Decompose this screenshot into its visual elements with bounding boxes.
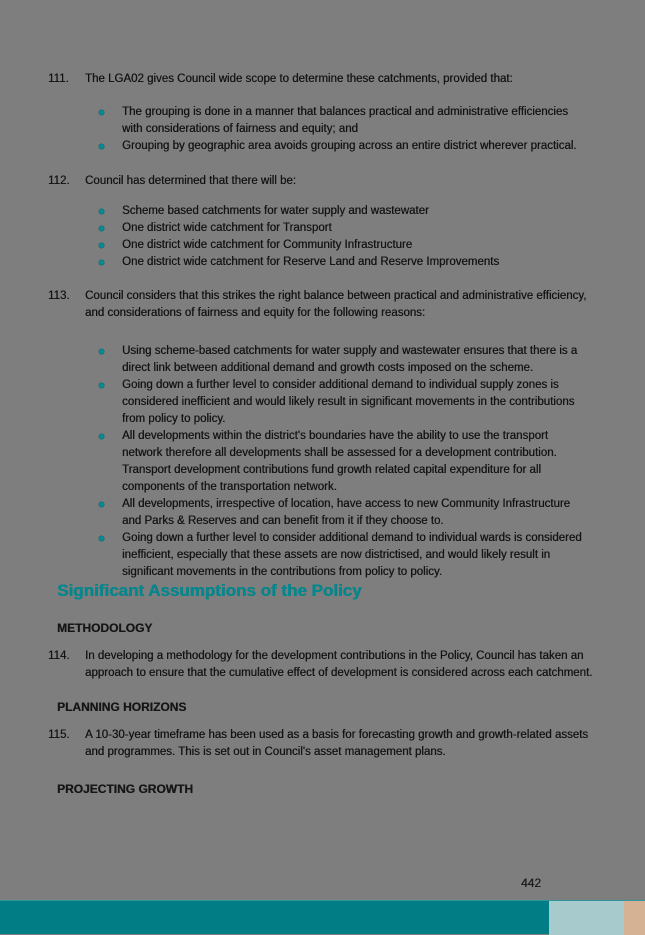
bullet-text: Going down a further level to consider additional demand to individual supply zones is considered inefficient and would likely result in significant movements in the contributions from policy to policy. — [122, 379, 575, 425]
page-content — [0, 71, 645, 797]
list-item — [97, 343, 592, 377]
bullet-text: One district wide catchment for Transport — [122, 222, 332, 234]
page-number: 442 — [520, 876, 542, 890]
list-item — [97, 237, 592, 254]
bullet-list-111 — [97, 104, 592, 155]
paragraph-115 — [48, 727, 645, 761]
bullet-text: One district wide catchment for Reserve Land and Reserve Improvements — [122, 256, 500, 268]
footer-band — [0, 900, 645, 934]
subheading-methodology: METHODOLOGY — [57, 621, 153, 635]
bullet-text: Scheme based catchments for water supply and wastewater — [122, 205, 429, 217]
paragraph-112 — [48, 173, 645, 190]
bullet-icon — [99, 536, 104, 541]
subheading-planning-horizons: PLANNING HORIZONS — [57, 700, 187, 714]
bullet-icon — [99, 243, 104, 248]
subheading-projecting-growth: PROJECTING GROWTH — [57, 782, 194, 796]
paragraph-text: The LGA02 gives Council wide scope to determine these catchments, provided that: — [85, 73, 513, 85]
bullet-icon — [99, 226, 104, 231]
footer-tan-block — [624, 901, 645, 935]
list-item — [97, 377, 592, 428]
list-item — [97, 428, 592, 496]
bullet-text: Using scheme-based catchments for water supply and wastewater ensures that there is a direct link between additional demand and growth costs imposed on the scheme. — [122, 345, 578, 374]
paragraph-111 — [48, 71, 645, 88]
bullet-icon — [99, 260, 104, 265]
section-heading: Significant Assumptions of the Policy — [57, 581, 362, 600]
list-item — [97, 530, 592, 581]
bullet-icon — [99, 349, 104, 354]
paragraph-text: Council considers that this strikes the right balance between practical and administrative efficiency, and considerations of fairness and equity for the following reasons: — [85, 290, 587, 319]
paragraph-text: In developing a methodology for the development contributions in the Policy, Council has taken an approach to ensure that the cumulative effect of development is considered across each catchment. — [85, 650, 593, 679]
paragraph-number: 111. — [48, 73, 69, 85]
bullet-icon — [99, 502, 104, 507]
paragraph-number: 113. — [48, 290, 70, 302]
footer-light-teal-block — [549, 901, 624, 935]
list-item — [97, 203, 592, 220]
bullet-text: All developments within the district's boundaries have the ability to use the transport network therefore all developments shall be assessed for a development contribution. Transport development contributions fund growth related capital expenditure for all components of the transportation network. — [122, 430, 557, 493]
paragraph-number: 115. — [48, 729, 70, 741]
list-item — [97, 138, 592, 155]
list-item — [97, 104, 592, 138]
bullet-icon — [99, 383, 104, 388]
bullet-text: All developments, irrespective of location, have access to new Community Infrastructure and Parks & Reserves and can benefit from it if they choose to. — [122, 498, 571, 527]
bullet-icon — [99, 110, 104, 115]
bullet-icon — [99, 144, 104, 149]
bullet-text: Going down a further level to consider additional demand to individual wards is considered inefficient, especially that these assets are now districtised, and would likely result in significant movements in the contributions from policy to policy. — [122, 532, 582, 578]
list-item — [97, 220, 592, 237]
list-item — [97, 496, 592, 530]
paragraph-number: 112. — [48, 175, 70, 187]
paragraph-text: A 10-30-year timeframe has been used as a basis for forecasting growth and growth-related assets and programmes. This is set out in Council's asset management plans. — [85, 729, 589, 758]
bullet-list-113 — [97, 343, 592, 581]
bullet-text: Grouping by geographic area avoids grouping across an entire district wherever practical. — [122, 140, 577, 152]
bullet-icon — [99, 209, 104, 214]
bullet-text: One district wide catchment for Community Infrastructure — [122, 239, 413, 251]
bullet-icon — [99, 434, 104, 439]
paragraph-text: Council has determined that there will be: — [85, 175, 296, 187]
paragraph-number: 114. — [48, 650, 70, 662]
bullet-list-112 — [97, 203, 592, 271]
list-item — [97, 254, 592, 271]
bullet-text: The grouping is done in a manner that balances practical and administrative efficiencies with considerations of fairness and equity; and — [122, 106, 568, 135]
paragraph-114 — [48, 648, 645, 682]
paragraph-113 — [48, 288, 645, 322]
